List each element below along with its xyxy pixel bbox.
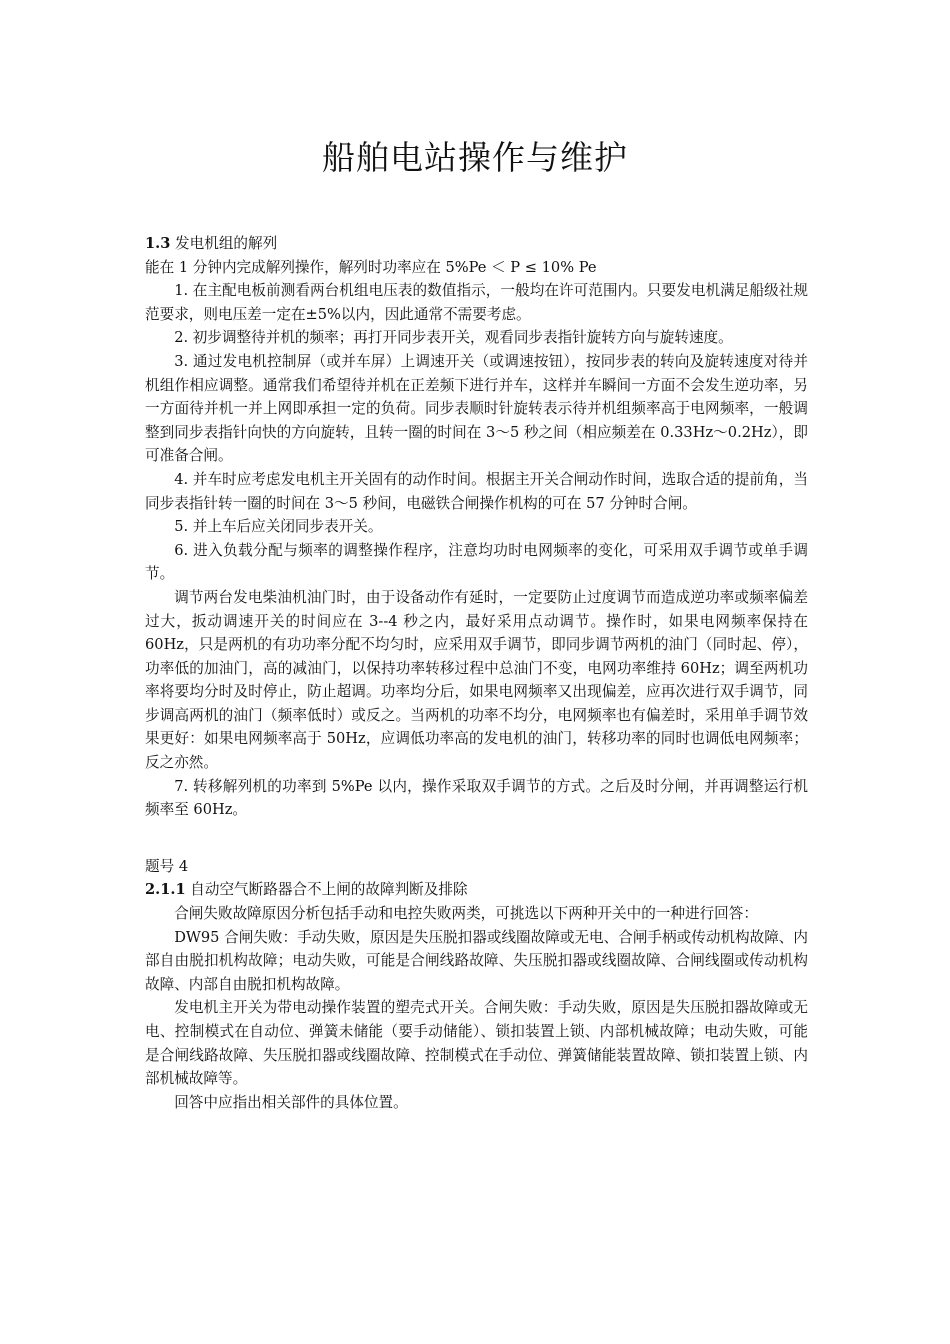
section-heading <box>145 878 808 902</box>
question-number: 题号 4 <box>145 857 189 875</box>
paragraph: 3. 通过发电机控制屏（或并车屏）上调速开关（或调速按钮），按同步表的转向及旋转速度对待并机组作相应调整。通常我们希望待并机在正差频下进行并车，这样并车瞬间一方面不会发生逆功率，另一方面待并机一并上网即承担一定的负荷。同步表顺时针旋转表示待并机组频率高于电网频率，一般调整到同步表指针向快的方向旋转，且转一圈的时间在 3～5 秒之间（相应频差在 0.33Hz～0.2Hz），即可准备合闸。 <box>145 352 808 465</box>
paragraph: 6. 进入负载分配与频率的调整操作程序，注意均功时电网频率的变化，可采用双手调节或单手调节。 <box>145 541 808 583</box>
section-heading <box>145 232 808 256</box>
paragraph: 合闸失败故障原因分析包括手动和电控失败两类，可挑选以下两种开关中的一种进行回答： <box>174 905 758 923</box>
paragraph: 回答中应指出相关部件的具体位置。 <box>174 1093 408 1111</box>
section-number: 2.1.1 <box>145 881 186 899</box>
paragraph: 发电机主开关为带电动操作装置的塑壳式开关。合闸失败：手动失败，原因是失压脱扣器故障或无电、控制模式在自动位、弹簧未储能（要手动储能）、锁扣装置上锁、内部机械故障；电动失败，可能是合闸线路故障、失压脱扣器或线圈故障、控制模式在手动位、弹簧储能装置故障、锁扣装置上锁、内部机械故障等。 <box>145 999 808 1088</box>
paragraph: 1. 在主配电板前测看两台机组电压表的数值指示，一般均在许可范围内。只要发电机满足船级社规范要求，则电压差一定在±5%以内，因此通常不需要考虑。 <box>145 282 808 323</box>
section-number: 1.3 <box>145 235 171 252</box>
paragraph: 5. 并上车后应关闭同步表开关。 <box>174 518 383 536</box>
paragraph: 2. 初步调整待并机的频率；再打开同步表开关，观看同步表指针旋转方向与旋转速度。 <box>174 329 733 347</box>
section-title: 发电机组的解列 <box>175 235 278 252</box>
section-gap <box>145 822 808 855</box>
document-body <box>145 232 808 1114</box>
paragraph: DW95 合闸失败：手动失败，原因是失压脱扣器或线圈故障或无电、合闸手柄或传动机构故障、内部自由脱扣机构故障；电动失败，可能是合闸线路故障、失压脱扣器或线圈故障、合闸线圈或传动机构故障、内部自由脱扣机构故障。 <box>145 928 808 993</box>
requirement-line: 能在 1 分钟内完成解列操作，解列时功率应在 5%Pe ＜ P ≤ 10% Pe <box>145 258 597 276</box>
paragraph: 4. 并车时应考虑发电机主开关固有的动作时间。根据主开关合闸动作时间，选取合适的提前角，当同步表指针转一圈的时间在 3～5 秒间，电磁铁合闸操作机构的可在 57 分钟时合闸。 <box>145 470 808 512</box>
document-title: 船舶电站操作与维护 <box>322 138 628 177</box>
paragraph: 7. 转移解列机的功率到 5%Pe 以内，操作采取双手调节的方式。之后及时分闸，并再调整运行机频率至 60Hz。 <box>145 777 808 819</box>
section-title: 自动空气断路器合不上闸的故障判断及排除 <box>190 881 468 899</box>
paragraph: 调节两台发电柴油机油门时，由于设备动作有延时，一定要防止过度调节而造成逆功率或频率偏差过大，扳动调速开关的时间应在 3--4 秒之内，最好采用点动调节。操作时，如果电网频率保持在 60Hz，只是两机的有功功率分配不均匀时，应采用双手调节，即同步调节两机的油门（同时起、停），功率低的加油门，高的减油门，以保持功率转移过程中总油门不变，电网功率维持 60Hz；调至两机功率将要均分时及时停止，防止超调。功率均分后，如果电网频率又出现偏差，应再次进行双手调节，同步调高两机的油门（频率低时）或反之。当两机的功率不均分，电网频率也有偏差时，采用单手调节效果更好：如果电网频率高于 50Hz，应调低功率高的发电机的油门，转移功率的同时也调低电网频率；反之亦然。 <box>145 588 808 772</box>
